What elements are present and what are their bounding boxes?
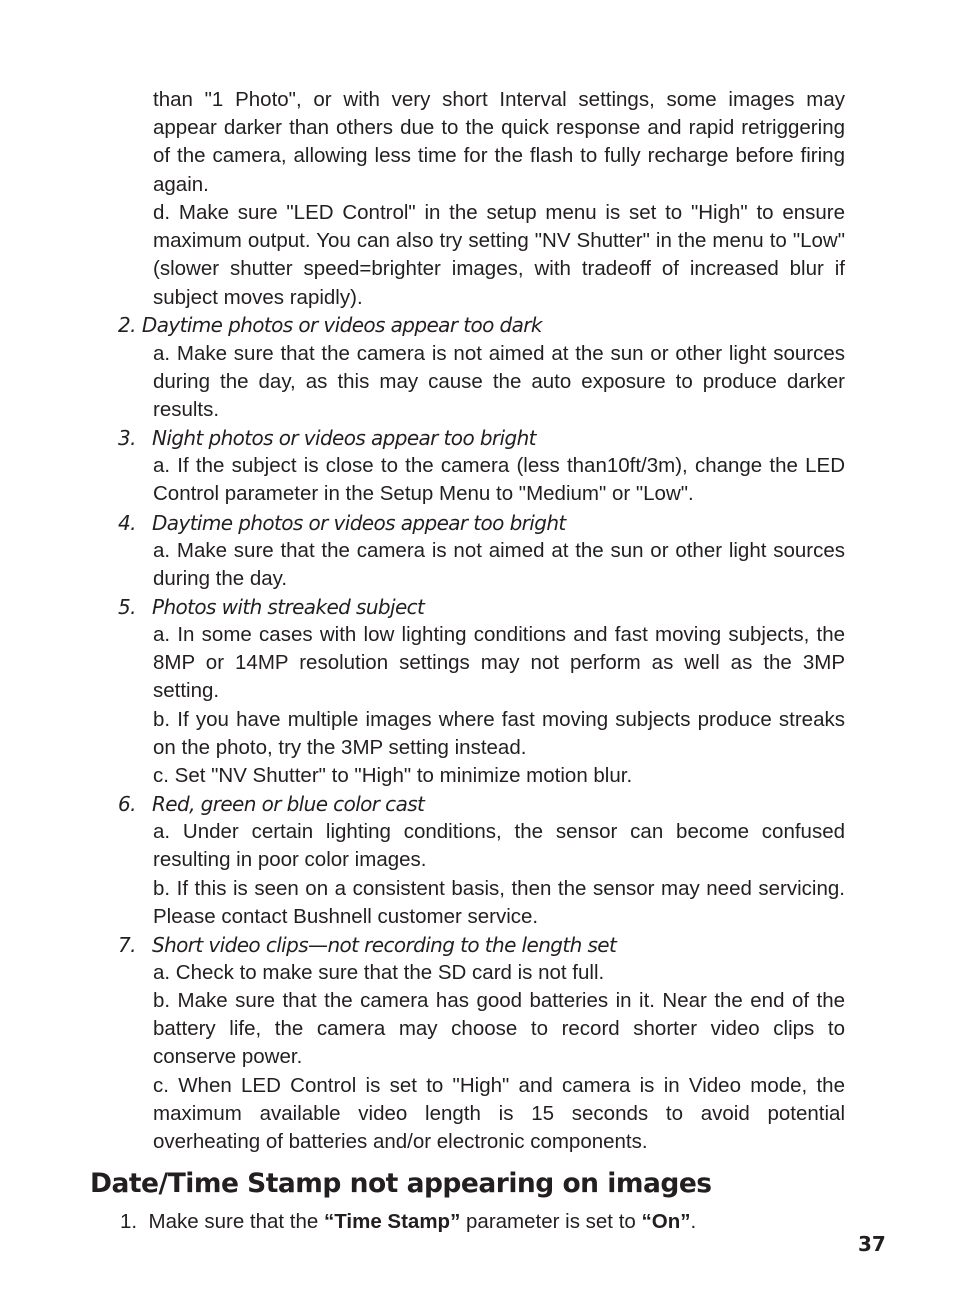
item-number: 6. [118, 792, 136, 816]
continuation-paragraph: than "1 Photo", or with very short Interval settings, some images may appear darker than others due to the quick response and rapid retriggering of the camera, allowing less time for the flash to fully recharge before firing again. [153, 88, 845, 196]
step-prefix: Make sure that the [148, 1210, 324, 1233]
item-title-6 [118, 790, 858, 818]
item-title-4 [118, 509, 858, 537]
item-paragraph: a. If the subject is close to the camera (less than10ft/3m), change the LED Control parameter in the Setup Menu to "Medium" or "Low". [153, 454, 845, 506]
item-title-7 [118, 931, 858, 959]
item-number: 7. [118, 933, 136, 957]
item-title-text: Red, green or blue color cast [152, 792, 425, 816]
item-paragraph: b. If this is seen on a consistent basis, then the sensor may need servicing. Please contact Bushnell customer service. [153, 877, 845, 929]
item-title-5 [118, 593, 858, 621]
item-title-2 [118, 311, 858, 339]
item-paragraph: a. In some cases with low lighting conditions and fast moving subjects, the 8MP or 14MP resolution settings may not perform as well as the 3MP setting. [153, 623, 845, 703]
item-paragraph: a. Check to make sure that the SD card is not full. [153, 961, 605, 984]
step-value: “On” [641, 1210, 691, 1233]
step-number: 1. [120, 1210, 138, 1233]
item-paragraph: b. If you have multiple images where fast moving subjects produce streaks on the photo, try the 3MP setting instead. [153, 708, 845, 760]
item-title-3 [118, 424, 858, 452]
section-step-1 [120, 1208, 696, 1236]
item-title-text: Daytime photos or videos appear too dark [141, 313, 542, 337]
item-paragraph: c. Set "NV Shutter" to "High" to minimize motion blur. [153, 764, 633, 787]
item-paragraph: a. Make sure that the camera is not aimed at the sun or other light sources during the day. [153, 539, 845, 591]
item-paragraph: a. Make sure that the camera is not aimed at the sun or other light sources during the day, as this may cause the auto exposure to produce darker results. [153, 342, 845, 422]
item-paragraph: b. Make sure that the camera has good batteries in it. Near the end of the battery life, the camera may choose to record shorter video clips to conserve power. [153, 989, 845, 1069]
item-title-text: Short video clips—not recording to the length set [152, 933, 617, 957]
continuation-paragraph: d. Make sure "LED Control" in the setup menu is set to "High" to ensure maximum output. You can also try setting "NV Shutter" in the menu to "Low" (slower shutter speed=brighter images, with tradeoff of increased blur if subject moves rapidly). [153, 201, 845, 309]
item-number: 5. [118, 595, 136, 619]
item-paragraph: c. When LED Control is set to "High" and camera is in Video mode, the maximum available video length is 15 seconds to avoid potential overheating of batteries and/or electronic components. [153, 1074, 845, 1154]
step-middle: parameter is set to [460, 1210, 642, 1233]
item-title-text: Night photos or videos appear too bright [152, 426, 536, 450]
item-paragraph: a. Under certain lighting conditions, the sensor can become confused resulting in poor color images. [153, 820, 845, 872]
item-title-text: Photos with streaked subject [152, 595, 425, 619]
step-param: “Time Stamp” [324, 1210, 461, 1233]
item-number: 4. [118, 511, 136, 535]
page-number: 37 [858, 1232, 886, 1256]
item-title-text: Daytime photos or videos appear too bright [152, 511, 566, 535]
item-number: 3. [118, 426, 136, 450]
section-heading: Date/Time Stamp not appearing on images [90, 1168, 712, 1199]
item-number: 2. [118, 313, 136, 337]
step-suffix: . [690, 1210, 697, 1233]
